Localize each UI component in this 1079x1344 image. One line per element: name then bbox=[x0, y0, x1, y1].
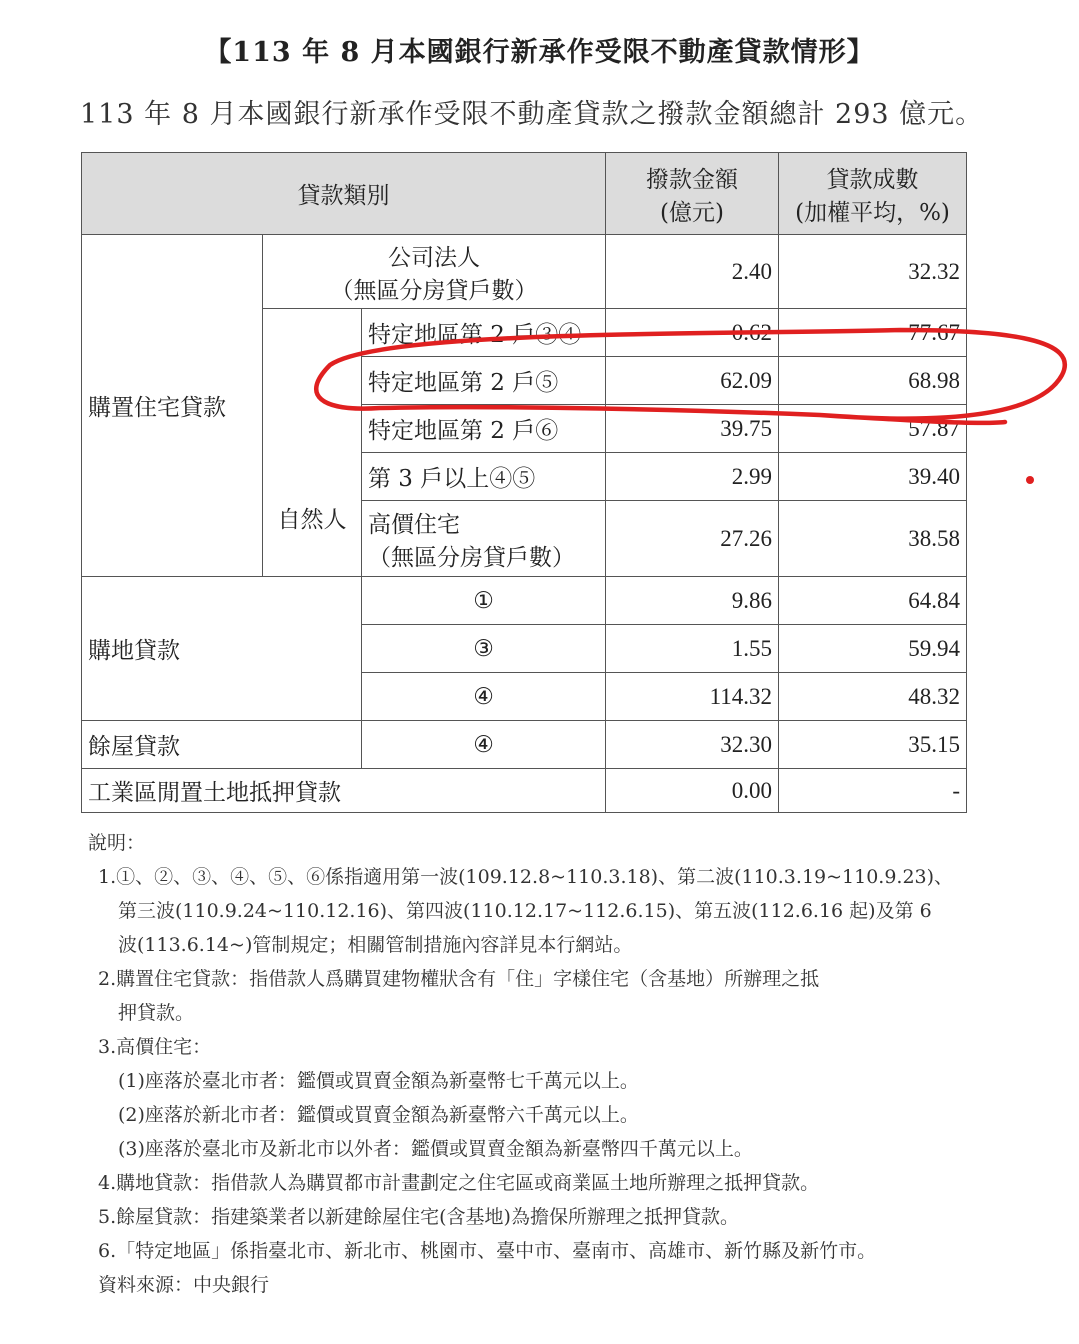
note-5: 5.餘屋貸款：指建築業者以新建餘屋住宅(含基地)為擔保所辦理之抵押貸款。 bbox=[98, 1206, 739, 1228]
row-third-amount: 2.99 bbox=[606, 453, 779, 501]
notes-section bbox=[88, 826, 968, 1302]
row-land3-label: ③ bbox=[362, 625, 606, 673]
notes-heading: 說明： bbox=[88, 832, 146, 854]
note-2: 2.購置住宅貸款：指借款人爲購買建物權狀含有「住」字樣住宅（含基地）所辦理之抵 bbox=[98, 968, 820, 990]
header-category: 貸款類別 bbox=[82, 153, 606, 235]
note-6: 6.「特定地區」係指臺北市、新北市、桃園市、臺中市、臺南市、高雄市、新竹縣及新竹市。 bbox=[98, 1240, 877, 1262]
row-sp6-label: 特定地區第 2 戶⑥ bbox=[362, 405, 606, 453]
note-4: 4.購地貸款：指借款人為購買都市計畫劃定之住宅區或商業區土地所辦理之抵押貸款。 bbox=[98, 1172, 820, 1194]
header-ratio: 貸款成數 (加權平均，%) bbox=[779, 153, 967, 235]
note-2-cont: 押貸款。 bbox=[118, 1002, 195, 1024]
row-industrial-ratio: - bbox=[779, 769, 967, 813]
row-land3-amount: 1.55 bbox=[606, 625, 779, 673]
note-3-3: (3)座落於臺北市及新北市以外者：鑑價或買賣金額為新臺幣四千萬元以上。 bbox=[118, 1138, 753, 1160]
group-industrial: 工業區閒置土地抵押貸款 bbox=[82, 769, 606, 813]
row-corp-ratio: 32.32 bbox=[779, 235, 967, 309]
row-luxury-ratio: 38.58 bbox=[779, 501, 967, 577]
note-1-cont: 第三波(110.9.24~110.12.16)、第四波(110.12.17~112.6.15)、第五波(112.6.16 起)及第 6 bbox=[118, 900, 932, 922]
group-natural: 自然人 bbox=[263, 309, 362, 577]
header-amount: 撥款金額 (億元) bbox=[606, 153, 779, 235]
row-industrial-amount: 0.00 bbox=[606, 769, 779, 813]
row-land4-label: ④ bbox=[362, 673, 606, 721]
source-note: 資料來源：中央銀行 bbox=[98, 1274, 270, 1296]
page-title: 【113 年 8 月本國銀行新承作受限不動產貸款情形】 bbox=[204, 37, 875, 68]
intro-text: 113 年 8 月本國銀行新承作受限不動產貸款之撥款金額總計 293 億元。 bbox=[80, 99, 984, 130]
row-luxury-label: 高價住宅 （無區分房貸戶數） bbox=[362, 501, 606, 577]
row-luxury-amount: 27.26 bbox=[606, 501, 779, 577]
red-dot bbox=[1026, 476, 1034, 484]
group-land: 購地貸款 bbox=[82, 577, 362, 721]
row-corp-amount: 2.40 bbox=[606, 235, 779, 309]
row-land4-ratio: 48.32 bbox=[779, 673, 967, 721]
row-remain4-amount: 32.30 bbox=[606, 721, 779, 769]
group-remain: 餘屋貸款 bbox=[82, 721, 362, 769]
row-third-label: 第 3 戶以上④⑤ bbox=[362, 453, 606, 501]
row-sp34-amount: 0.62 bbox=[606, 309, 779, 357]
note-3-2: (2)座落於新北市者：鑑價或買賣金額為新臺幣六千萬元以上。 bbox=[118, 1104, 639, 1126]
row-sp34-label: 特定地區第 2 戶③④ bbox=[362, 309, 606, 357]
row-land1-label: ① bbox=[362, 577, 606, 625]
row-sp5-label: 特定地區第 2 戶⑤ bbox=[362, 357, 606, 405]
row-land4-amount: 114.32 bbox=[606, 673, 779, 721]
row-land3-ratio: 59.94 bbox=[779, 625, 967, 673]
row-sp34-ratio: 77.67 bbox=[779, 309, 967, 357]
loan-table bbox=[81, 152, 966, 812]
row-sp6-ratio: 57.87 bbox=[779, 405, 967, 453]
row-sp5-ratio: 68.98 bbox=[779, 357, 967, 405]
note-1: 1.①、②、③、④、⑤、⑥係指適用第一波(109.12.8~110.3.18)、第二波(110.3.19~110.9.23)、 bbox=[98, 866, 954, 888]
row-third-ratio: 39.40 bbox=[779, 453, 967, 501]
group-housing: 購置住宅貸款 bbox=[82, 235, 263, 577]
note-3-1: (1)座落於臺北市者：鑑價或買賣金額為新臺幣七千萬元以上。 bbox=[118, 1070, 639, 1092]
row-sp5-amount: 62.09 bbox=[606, 357, 779, 405]
note-3: 3.高價住宅： bbox=[98, 1036, 212, 1058]
row-land1-ratio: 64.84 bbox=[779, 577, 967, 625]
row-land1-amount: 9.86 bbox=[606, 577, 779, 625]
row-corp-label: 公司法人 （無區分房貸戶數） bbox=[263, 235, 606, 309]
row-remain4-ratio: 35.15 bbox=[779, 721, 967, 769]
row-remain4-label: ④ bbox=[362, 721, 606, 769]
note-1-cont2: 波(113.6.14~)管制規定；相關管制措施內容詳見本行網站。 bbox=[118, 934, 633, 956]
row-sp6-amount: 39.75 bbox=[606, 405, 779, 453]
